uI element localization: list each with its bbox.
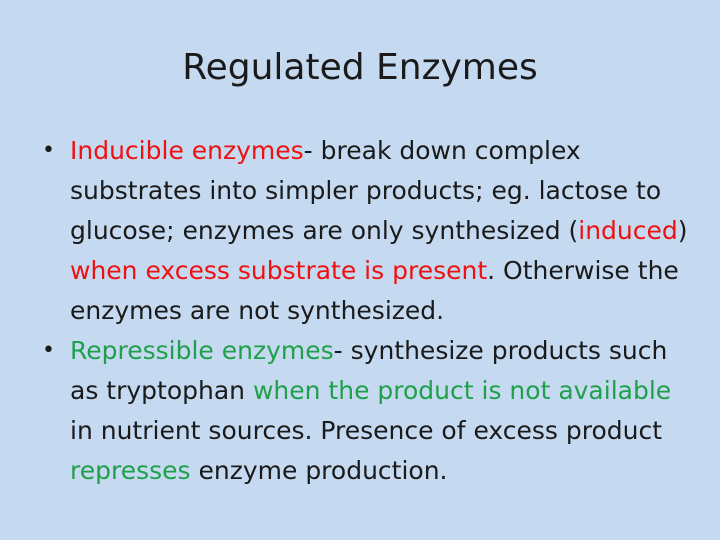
bullet-text: - synthesize products such as tryptophan <box>70 336 668 405</box>
highlight-product-not-available: when the product is not available <box>252 376 672 405</box>
bullet-marker: • <box>42 338 55 363</box>
term-repressible-enzymes: Repressible enzymes <box>70 336 334 365</box>
bullet-text: enzyme production. <box>190 456 448 485</box>
bullet-text: ) <box>677 216 688 245</box>
bullet-text: - break down complex substrates into simpler products; eg. lactose to glucose; enzymes are only synthesized ( <box>70 136 662 245</box>
bullet-marker: • <box>42 138 55 163</box>
term-inducible-enzymes: Inducible enzymes <box>70 136 304 165</box>
bullet-text: in nutrient sources. Presence of excess product <box>70 416 663 445</box>
bullet-repressible-enzymes <box>40 331 700 491</box>
bullet-inducible-enzymes <box>40 131 700 331</box>
highlight-induced: induced <box>578 216 678 245</box>
highlight-represses: represses <box>70 456 191 485</box>
bullet-text: . Otherwise the enzymes are not synthesized. <box>70 256 679 325</box>
slide-title: Regulated Enzymes <box>182 47 538 88</box>
highlight-excess-substrate: when excess substrate is present <box>70 256 488 285</box>
bullet-list <box>40 131 700 491</box>
